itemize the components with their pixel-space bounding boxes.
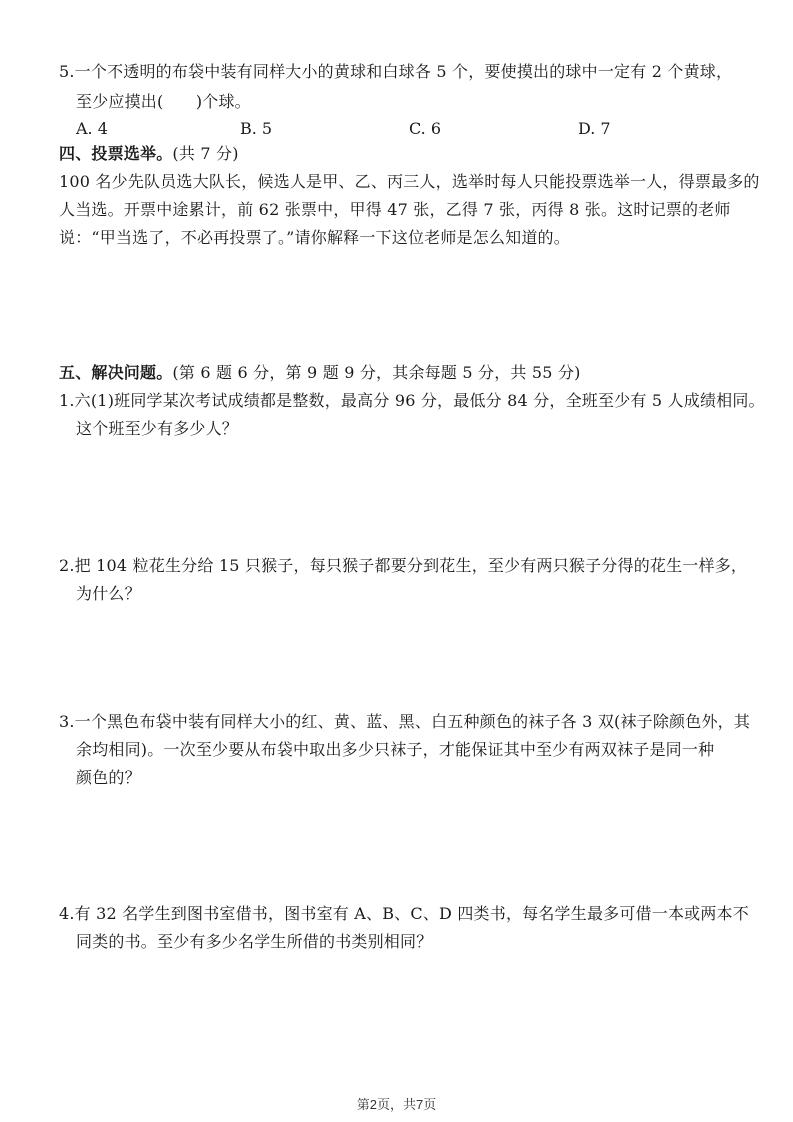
s5-q4-line-1: 4.有 32 名学生到图书室借书，图书室有 A、B、C、D 四类书，每名学生最多可借一本或两本不 — [59, 904, 749, 923]
s5-q3-line-1: 3.一个黑色布袋中装有同样大小的红、黄、蓝、黑、白五种颜色的袜子各 3 双(袜子除颜色外，其 — [59, 712, 751, 731]
q5-option-b: B. 5 — [240, 119, 273, 138]
s5-q3-line-3: 颜色的？ — [76, 768, 141, 787]
section4-title: 四、投票选举。 — [59, 144, 173, 163]
q5-line-2: 至少应摸出( )个球。 — [76, 92, 251, 111]
q5-option-c: C. 6 — [409, 119, 442, 138]
page-footer: 第2页，共7页 — [356, 1097, 437, 1112]
q5-option-a: A. 4 — [76, 119, 108, 138]
s5-q2-line-1: 2.把 104 粒花生分给 15 只猴子，每只猴子都要分到花生，至少有两只猴子分得的花生一样多， — [59, 556, 748, 575]
section5-points: (第 6 题 6 分，第 9 题 9 分，其余每题 5 分，共 55 分) — [172, 363, 581, 382]
section5-heading — [59, 363, 581, 383]
section4-line-3: 说：“甲当选了，不必再投票了。”请你解释一下这位老师是怎么知道的。 — [59, 228, 570, 247]
q5-line-1: 5.一个不透明的布袋中装有同样大小的黄球和白球各 5 个，要使摸出的球中一定有 2 个黄球， — [59, 62, 733, 81]
s5-q3-line-2: 余均相同)。一次至少要从布袋中取出多少只袜子，才能保证其中至少有两双袜子是同一种 — [76, 740, 715, 759]
s5-q1-line-1: 1.六(1)班同学某次考试成绩都是整数，最高分 96 分，最低分 84 分，全班至少有 5 人成绩相同。 — [59, 391, 765, 410]
section5-title: 五、解决问题。 — [59, 363, 173, 382]
s5-q2-line-2: 为什么？ — [76, 584, 141, 603]
s5-q4-line-2: 同类的书。至少有多少名学生所借的书类别相同？ — [76, 932, 433, 951]
section4-line-1: 100 名少先队员选大队长，候选人是甲、乙、丙三人，选举时每人只能投票选举一人，得票最多的 — [59, 172, 760, 191]
section4-heading — [59, 144, 239, 164]
section4-line-2: 人当选。开票中途累计，前 62 张票中，甲得 47 张，乙得 7 张，丙得 8 张。这时记票的老师 — [59, 200, 731, 219]
s5-q1-line-2: 这个班至少有多少人？ — [76, 419, 239, 438]
section4-points: (共 7 分) — [172, 144, 239, 163]
q5-option-d: D. 7 — [578, 119, 611, 138]
